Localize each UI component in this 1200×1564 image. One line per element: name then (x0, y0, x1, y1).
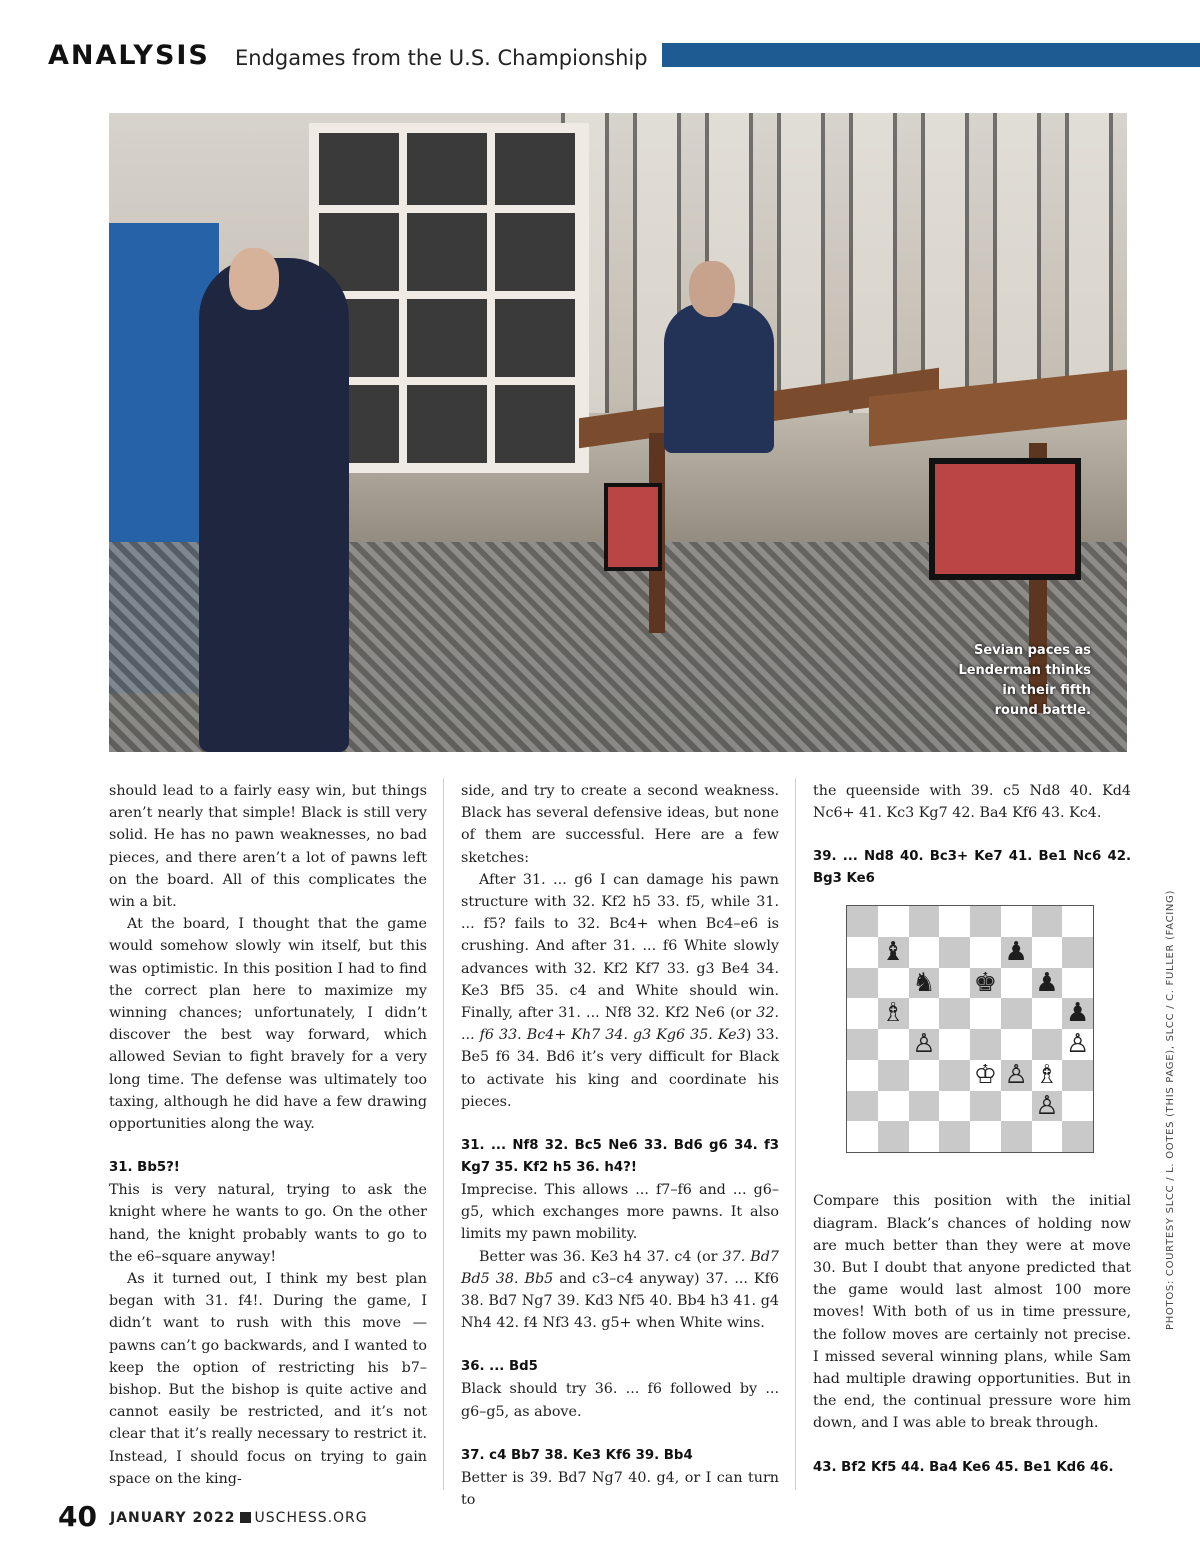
board-square-e1 (970, 1121, 1001, 1152)
issue-line (110, 1510, 368, 1526)
page-header (48, 38, 1200, 78)
board-square-e7 (970, 937, 1001, 968)
board-square-a4 (847, 1029, 878, 1060)
chess-piece-g3: ♗ (1035, 1059, 1059, 1090)
board-square-d3 (939, 1060, 970, 1091)
paragraph: the queenside with 39. c5 Nd8 40. Kd4 Nc6+ 41. Kc3 Kg7 42. Ba4 Kf6 43. Kc4. (813, 783, 1131, 822)
chess-piece-c4: ♙ (912, 1029, 936, 1059)
board-square-b3 (878, 1060, 909, 1091)
board-square-b5 (878, 998, 909, 1029)
board-square-d5 (939, 998, 970, 1029)
paragraph: At the board, I thought that the game would somehow slowly win itself, but this was optimistic. In this position I had to find the correct plan here to maximize my winning chances; unfortunately, I didn’t discover the best way forward, which allowed Sevian to fight bravely for a very long time. The defense was ultimately too taxing, although he did have a few drawing opportunities along the way. (109, 916, 427, 1133)
move-heading: 39. ... Nd8 40. Bc3+ Ke7 41. Be1 Nc6 42. Bg3 Ke6 (813, 849, 1131, 887)
chess-piece-h4: ♙ (1065, 1029, 1090, 1059)
paragraph (461, 1246, 779, 1335)
board-square-h8 (1062, 906, 1093, 937)
wall-portraits (549, 113, 1127, 413)
column-2 (461, 780, 779, 1511)
chess-piece-b7: ♝ (881, 936, 905, 967)
board-square-e6 (970, 968, 1001, 999)
board-square-d8 (939, 906, 970, 937)
paragraph (461, 869, 779, 1113)
move-heading: 43. Bf2 Kf5 44. Ba4 Ke6 45. Be1 Kd6 46. (813, 1459, 1114, 1475)
board-square-h6 (1062, 968, 1093, 999)
board-square-c5 (909, 998, 940, 1029)
paragraph: This is very natural, trying to ask the knight where he wants to go. On the other hand, the knight probably wants to go to the e6–square anyway! (109, 1182, 427, 1265)
paragraph: side, and try to create a second weakness. Black has several defensive ideas, but none of them are successful. Here are a few sketches: (461, 783, 779, 866)
board-square-h5 (1062, 998, 1093, 1029)
issue-date: JANUARY 2022 (110, 1510, 236, 1526)
chess-piece-e6: ♚ (973, 967, 998, 998)
header-bar (662, 43, 1200, 67)
board-square-h7 (1062, 937, 1093, 968)
photo-caption (911, 641, 1091, 721)
board-square-a7 (847, 937, 878, 968)
board-square-b6 (878, 968, 909, 999)
chess-piece-g2: ♙ (1035, 1090, 1059, 1121)
paragraph: should lead to a fairly easy win, but things aren’t nearly that simple! Black is still very solid. He has no pawn weaknesses, no bad pieces, and there aren’t a lot of pawns left on the board. All of this complicates the win a bit. (109, 783, 427, 911)
square-bullet-icon (240, 1512, 251, 1523)
board-square-a2 (847, 1091, 878, 1122)
move-heading: 37. c4 Bb7 38. Ke3 Kf6 39. Bb4 (461, 1447, 693, 1463)
hero-photo (109, 113, 1127, 752)
chess-piece-f7: ♟ (1004, 936, 1028, 967)
paragraph: Imprecise. This allows ... f7–f6 and ... g6–g5, which exchanges more pawns. It also limits my pawn mobility. (461, 1182, 779, 1243)
section-label: ANALYSIS (48, 40, 210, 71)
paragraph: As it turned out, I think my best plan began with 31. f4!. During the game, I didn’t want to rush with this move — pawns can’t go backwards, and I wanted to keep the option of restricting his b7–bishop. But the bishop is quite active and cannot easily be restricted, and it’s not clear that it’s really necessary to restrict it. Instead, I should focus on trying to gain space on the king- (109, 1271, 427, 1487)
board-square-f2 (1001, 1091, 1032, 1122)
window (309, 123, 589, 473)
board-square-c2 (909, 1091, 940, 1122)
monitor (604, 483, 662, 571)
seated-player-head (689, 261, 735, 317)
board-square-h4 (1062, 1029, 1093, 1060)
board-square-e5 (970, 998, 1001, 1029)
chess-piece-c6: ♞ (912, 967, 936, 998)
board-square-b8 (878, 906, 909, 937)
board-square-b4 (878, 1029, 909, 1060)
board-square-g6 (1032, 968, 1063, 999)
text: ) 33. Be5 f6 34. Bd6 it’s very difficult for Black to activate his king and coordinate his pieces. (461, 1027, 780, 1110)
board-square-d4 (939, 1029, 970, 1060)
board-square-e8 (970, 906, 1001, 937)
board-square-f6 (1001, 968, 1032, 999)
move-heading: 31. ... Nf8 32. Bc5 Ne6 33. Bd6 g6 34. f3 Kg7 35. Kf2 h5 36. h4?! (461, 1138, 779, 1176)
standing-player (199, 258, 349, 752)
board-square-a5 (847, 998, 878, 1029)
page-number: 40 (58, 1500, 97, 1533)
site-url: USCHESS.ORG (254, 1510, 368, 1526)
board-square-b7 (878, 937, 909, 968)
text: After 31. ... g6 I can damage his pawn structure with 32. Kf2 h5 33. f5, while 31. ... f5? fails to 32. Bc4+ when Bc4–e6 is crushing. And after 31. ... f6 White slowly advances with 32. Kf2 Kf7 33. g3 Be4 34. Ke3 Bf5 35. c4 and White should win. Finally, after 31. ... Nf8 32. Kf2 Ne6 (or (461, 871, 779, 1022)
board-square-b1 (878, 1121, 909, 1152)
move-heading: 36. ... Bd5 (461, 1359, 538, 1375)
board-square-e2 (970, 1091, 1001, 1122)
board-square-h3 (1062, 1060, 1093, 1091)
italic-variation: 37. Bd7 Bd5 38. Bb5 (461, 1248, 779, 1287)
board-square-a8 (847, 906, 878, 937)
caption-line: in their fifth (1002, 683, 1091, 698)
board-square-c4 (909, 1029, 940, 1060)
paragraph: Better is 39. Bd7 Ng7 40. g4, or I can turn to (461, 1469, 779, 1509)
board-square-e4 (970, 1029, 1001, 1060)
board-square-g4 (1032, 1029, 1063, 1060)
caption-line: Sevian paces as (973, 643, 1091, 658)
board-square-c1 (909, 1121, 940, 1152)
board-square-a6 (847, 968, 878, 999)
seated-player (664, 303, 774, 453)
paragraph: Compare this position with the initial diagram. Black’s chances of holding now are much better than they were at move 30. But I doubt that anyone predicted that the game would last almost 100 more moves! With both of us in time pressure, the follow moves are certainly not precise. I missed several winning plans, while Sam had multiple drawing opportunities. But in the end, the continual pressure wore him down, and I was able to break through. (813, 1193, 1131, 1432)
board-square-g1 (1032, 1121, 1063, 1152)
board-square-f3 (1001, 1060, 1032, 1091)
board-square-b2 (878, 1091, 909, 1122)
board-square-d6 (939, 968, 970, 999)
photo-credit: PHOTOS: COURTESY SLCC / L. OOTES (THIS PAGE), SLCC / C. FULLER (FACING) (1165, 889, 1176, 1330)
board-square-c8 (909, 906, 940, 937)
board-square-f4 (1001, 1029, 1032, 1060)
board-square-c6 (909, 968, 940, 999)
board-square-a1 (847, 1121, 878, 1152)
chess-diagram (846, 905, 1094, 1153)
column-rule (795, 778, 796, 1490)
board-square-f5 (1001, 998, 1032, 1029)
chess-piece-e3: ♔ (973, 1059, 998, 1090)
board-square-g5 (1032, 998, 1063, 1029)
board-square-g7 (1032, 937, 1063, 968)
caption-line: round battle. (994, 703, 1091, 718)
chess-piece-b5: ♗ (881, 998, 905, 1029)
caption-line: Lenderman thinks (958, 663, 1091, 678)
board-square-f1 (1001, 1121, 1032, 1152)
move-heading: 31. Bb5?! (109, 1160, 180, 1176)
text: and c3–c4 anyway) 37. ... Kf6 38. Bd7 Ng7 39. Kd3 Nf5 40. Bb4 h3 41. g4 Nh4 42. f4 Nf3 43. g5+ when White wins. (461, 1270, 780, 1332)
chess-piece-h5: ♟ (1065, 998, 1090, 1029)
board-square-a3 (847, 1060, 878, 1091)
board-square-f7 (1001, 937, 1032, 968)
board-square-e3 (970, 1060, 1001, 1091)
column-1 (109, 780, 427, 1490)
chess-piece-g6: ♟ (1035, 967, 1059, 998)
board-square-c3 (909, 1060, 940, 1091)
page-title: Endgames from the U.S. Championship (235, 46, 648, 70)
board-square-h2 (1062, 1091, 1093, 1122)
paragraph: Black should try 36. ... f6 followed by ... g6–g5, as above. (461, 1381, 779, 1420)
board-square-g3 (1032, 1060, 1063, 1091)
standing-player-head (229, 248, 279, 310)
text: Better was 36. Ke3 h4 37. c4 (or (479, 1248, 723, 1265)
italic-variation: 32. ... f6 33. Bc4+ Kh7 34. g3 Kg6 35. Ke3 (461, 1005, 779, 1044)
board-square-h1 (1062, 1121, 1093, 1152)
board-square-d2 (939, 1091, 970, 1122)
board-square-g2 (1032, 1091, 1063, 1122)
chess-piece-f3: ♙ (1004, 1059, 1028, 1090)
board-square-g8 (1032, 906, 1063, 937)
board-square-f8 (1001, 906, 1032, 937)
monitor (929, 458, 1081, 580)
column-rule (443, 778, 444, 1490)
board-square-d7 (939, 937, 970, 968)
board-square-c7 (909, 937, 940, 968)
board-square-d1 (939, 1121, 970, 1152)
